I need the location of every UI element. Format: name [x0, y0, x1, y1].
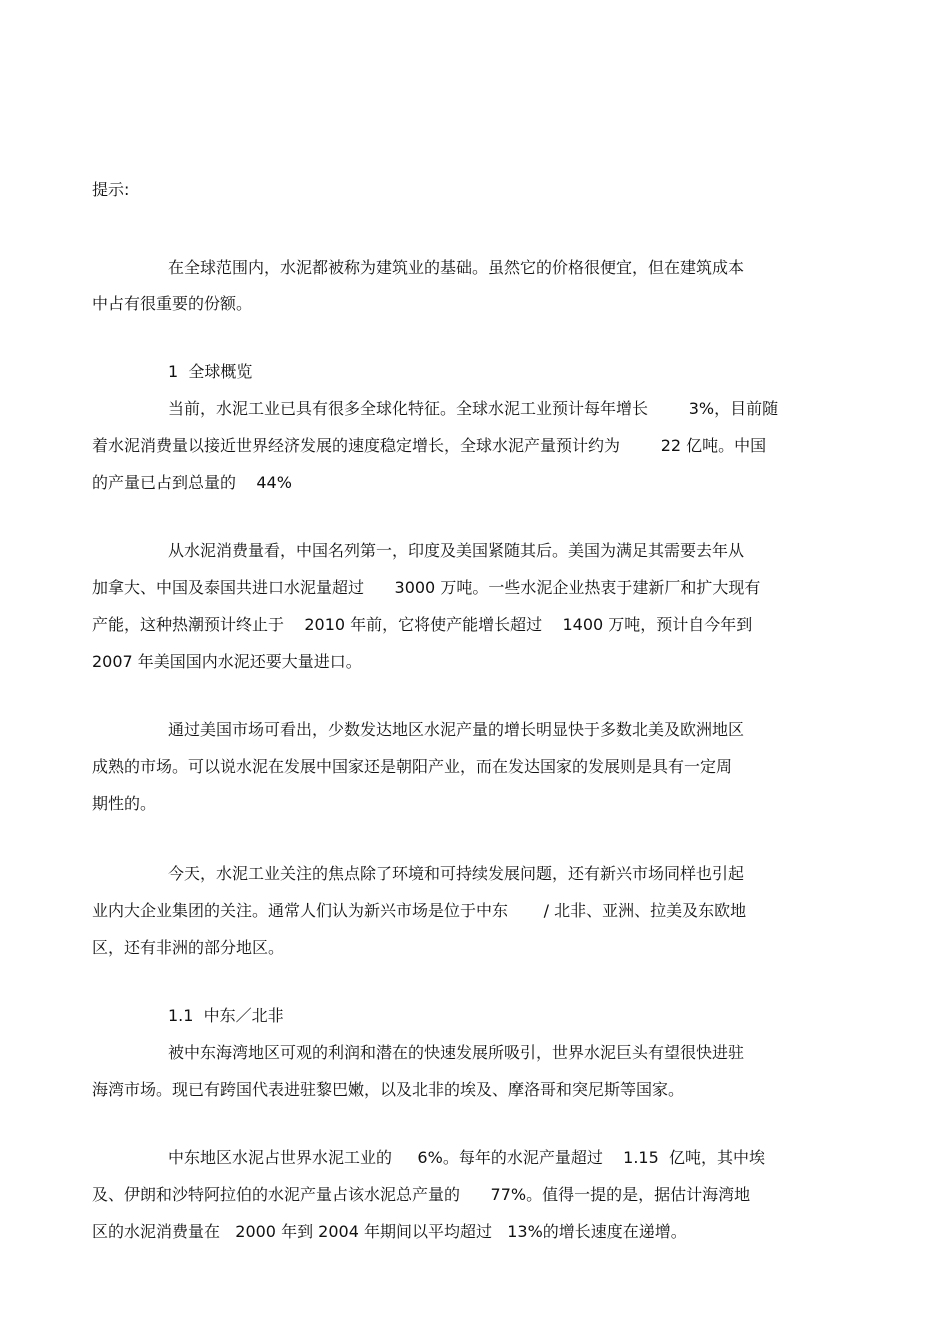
- paragraph-line: 的产量已占到总量的 44%: [92, 473, 292, 492]
- paragraph-line: 在全球范围内，水泥都被称为建筑业的基础。虽然它的价格很便宜，但在建筑成本: [168, 258, 745, 277]
- paragraph-line: 区的水泥消费量在 2000 年到 2004 年期间以平均超过 13%的增长速度在递增。: [92, 1222, 687, 1241]
- paragraph-line: 2007 年美国国内水泥还要大量进口。: [92, 652, 362, 671]
- paragraph-line: 及、伊朗和沙特阿拉伯的水泥产量占该水泥总产量的 77%。值得一提的是，据估计海湾地: [92, 1185, 751, 1204]
- paragraph-line: 中占有很重要的份额。: [92, 294, 253, 313]
- paragraph-line: 从水泥消费量看，中国名列第一，印度及美国紧随其后。美国为满足其需要去年从: [168, 541, 745, 560]
- paragraph-line: 着水泥消费量以接近世界经济发展的速度稳定增长，全球水泥产量预计约为 22 亿吨。中国: [92, 436, 767, 455]
- paragraph-line: 加拿大、中国及泰国共进口水泥量超过 3000 万吨。一些水泥企业热衷于建新厂和扩大现有: [92, 578, 761, 597]
- paragraph-line: 期性的。: [92, 794, 157, 813]
- paragraph-line: 产能，这种热潮预计终止于 2010 年前，它将使产能增长超过 1400 万吨，预计自今年到: [92, 615, 753, 634]
- paragraph-line: 区，还有非洲的部分地区。: [92, 938, 285, 957]
- hint-label: 提示:: [92, 180, 130, 199]
- paragraph-line: 通过美国市场可看出，少数发达地区水泥产量的增长明显快于多数北美及欧洲地区: [168, 720, 745, 739]
- paragraph-line: 海湾市场。现已有跨国代表进驻黎巴嫩，以及北非的埃及、摩洛哥和突尼斯等国家。: [92, 1080, 685, 1099]
- paragraph-line: 业内大企业集团的关注。通常人们认为新兴市场是位于中东 / 北非、亚洲、拉美及东欧地: [92, 901, 747, 920]
- paragraph-line: 当前，水泥工业已具有很多全球化特征。全球水泥工业预计每年增长 3%，目前随: [168, 399, 779, 418]
- paragraph-line: 今天，水泥工业关注的焦点除了环境和可持续发展问题，还有新兴市场同样也引起: [168, 864, 745, 883]
- section-heading: 1 全球概览: [168, 362, 253, 381]
- paragraph-line: 被中东海湾地区可观的利润和潜在的快速发展所吸引，世界水泥巨头有望很快进驻: [168, 1043, 745, 1062]
- section-heading: 1.1 中东／北非: [168, 1006, 284, 1025]
- paragraph-line: 成熟的市场。可以说水泥在发展中国家还是朝阳产业，而在发达国家的发展则是具有一定周: [92, 757, 733, 776]
- paragraph-line: 中东地区水泥占世界水泥工业的 6%。每年的水泥产量超过 1.15 亿吨，其中埃: [168, 1148, 765, 1167]
